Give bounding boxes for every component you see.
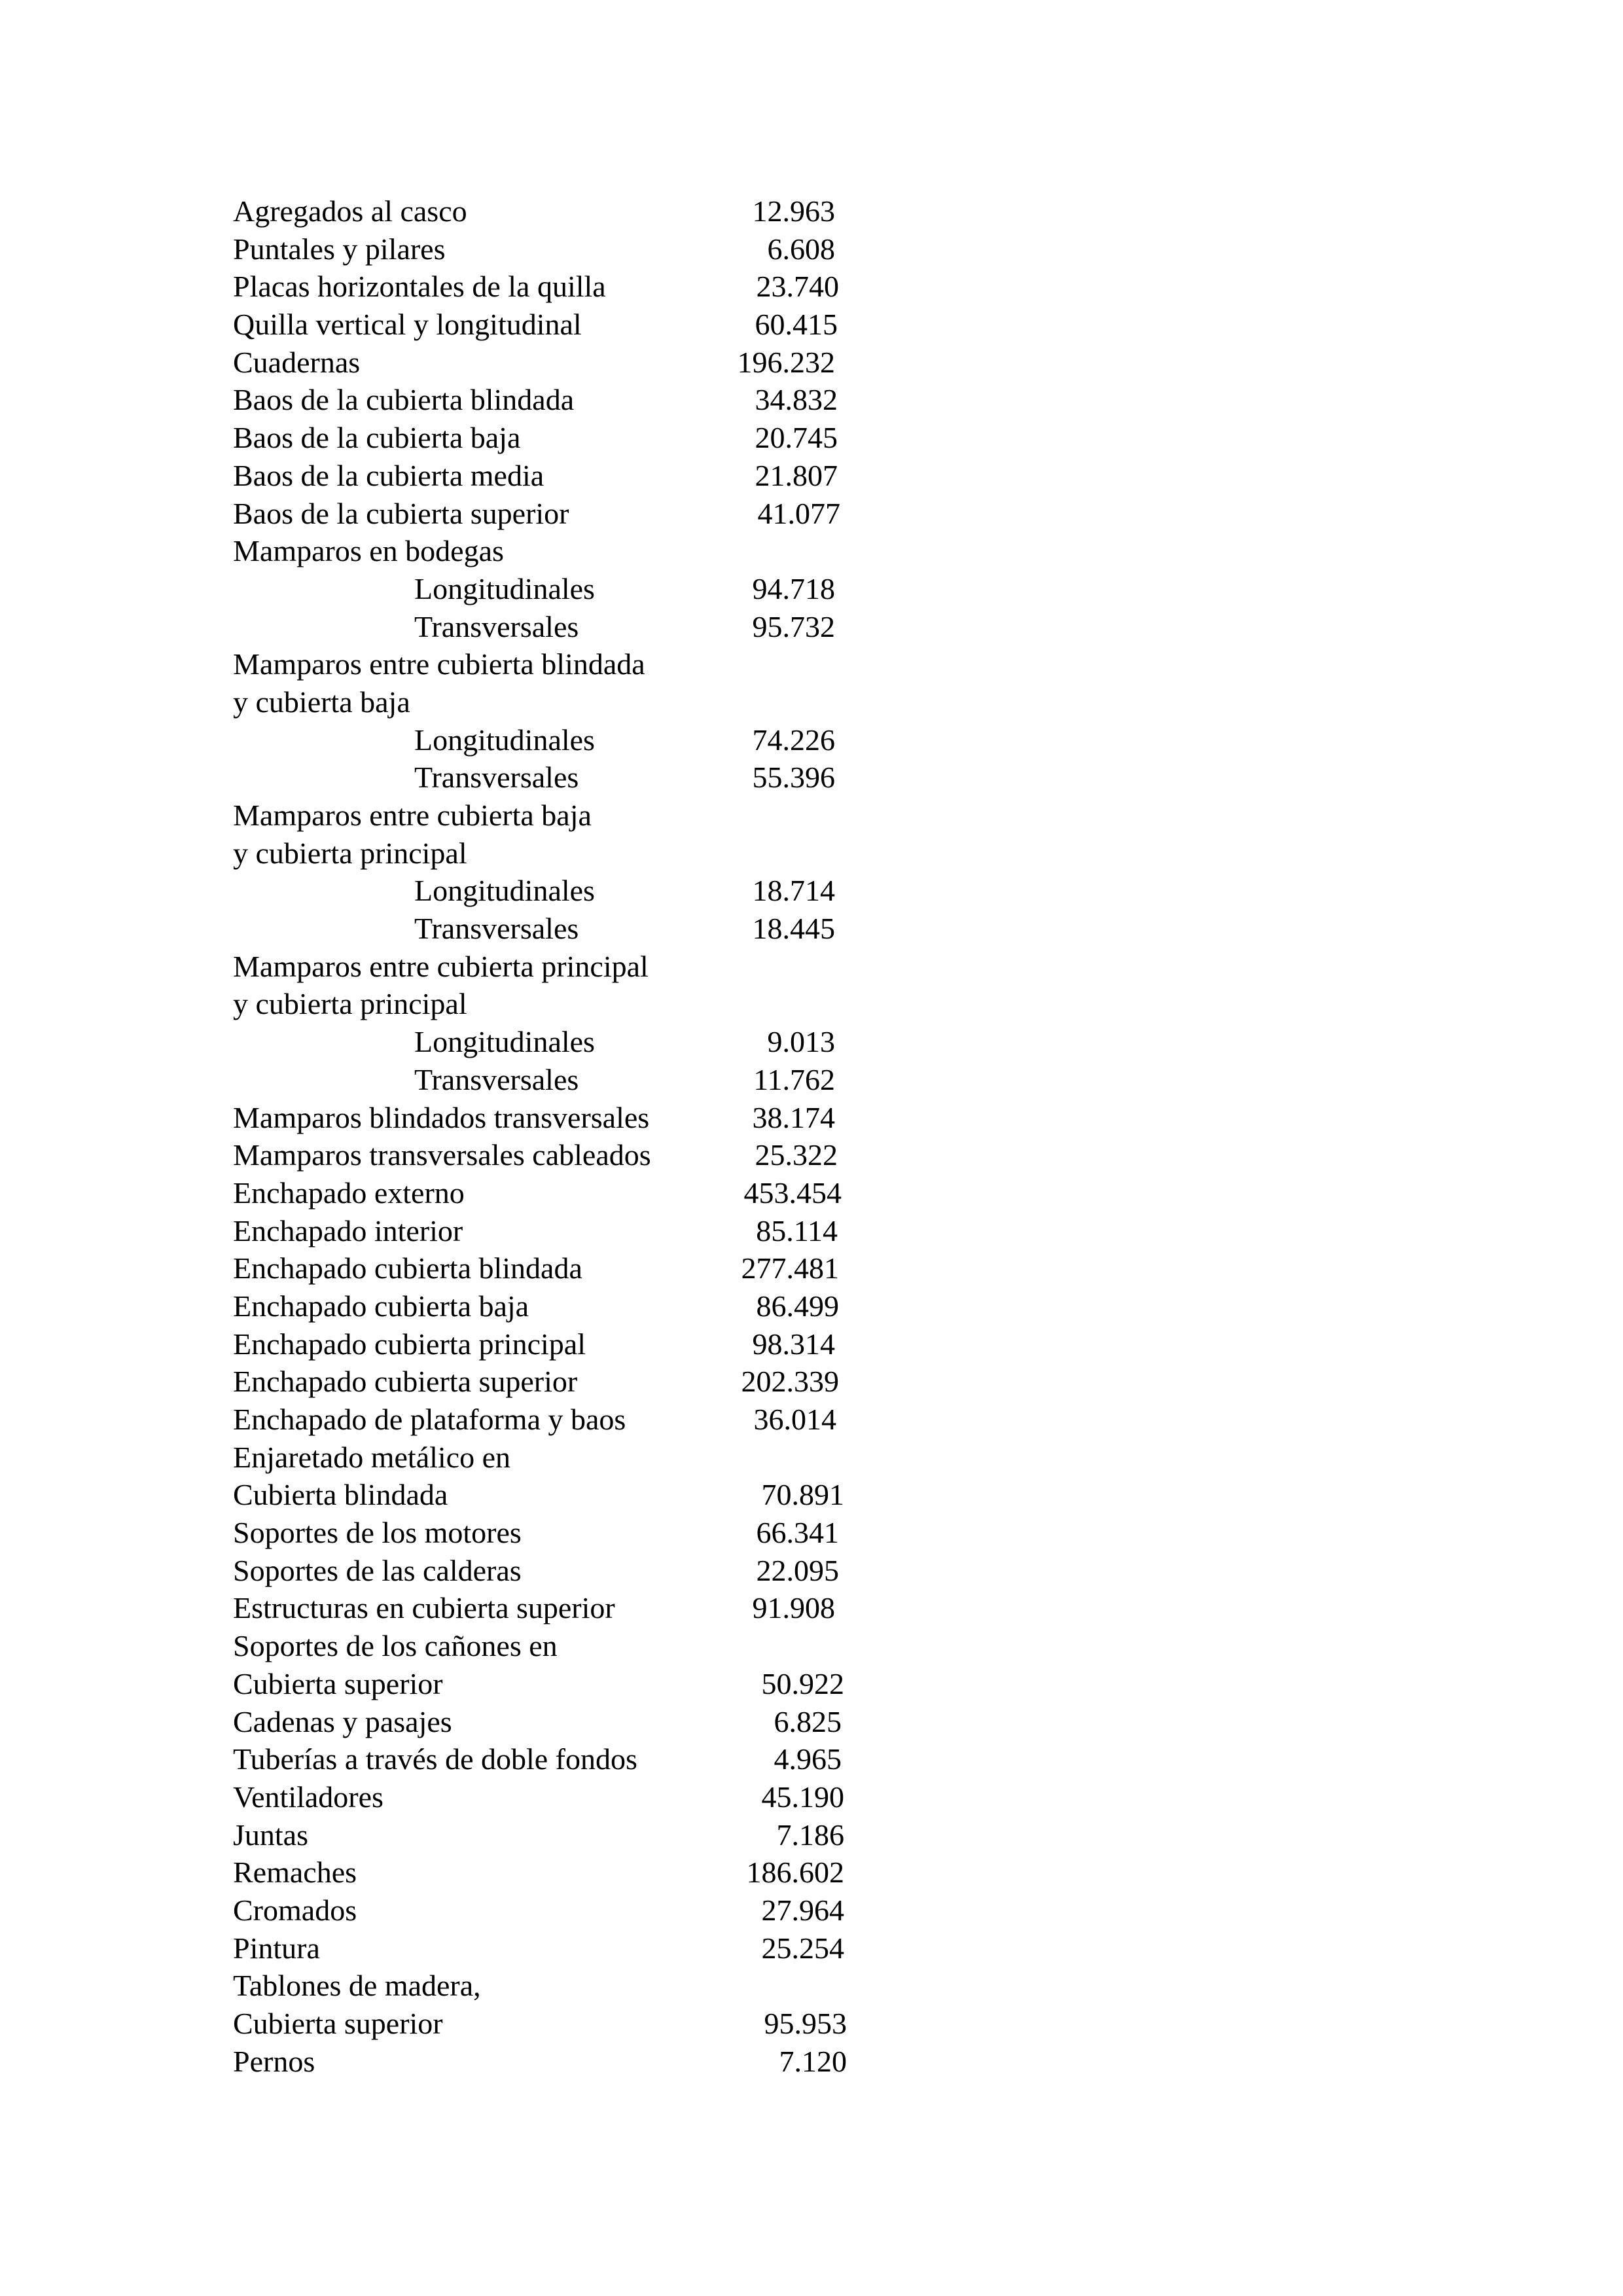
- list-item: [233, 457, 887, 495]
- list-item: [233, 1816, 887, 1854]
- list-item: [233, 1627, 887, 1665]
- item-value: 41.077: [757, 496, 840, 530]
- list-item: [233, 910, 887, 948]
- item-label: y cubierta principal: [233, 987, 467, 1021]
- item-label: Longitudinales: [414, 723, 595, 757]
- list-item: [233, 872, 887, 910]
- item-value: 12.963: [752, 194, 835, 228]
- list-item: [233, 532, 887, 570]
- item-value: 186.602: [746, 1856, 844, 1890]
- item-label: Cubierta blindada: [233, 1478, 448, 1512]
- item-label: Enchapado cubierta blindada: [233, 1251, 582, 1285]
- item-label: Soportes de los motores: [233, 1516, 522, 1550]
- list-item: [233, 1854, 887, 1892]
- item-value: 11.762: [753, 1062, 835, 1096]
- item-label: y cubierta baja: [233, 685, 410, 719]
- item-label: Cromados: [233, 1893, 357, 1927]
- list-item: [233, 1363, 887, 1401]
- item-label: Baos de la cubierta media: [233, 458, 544, 492]
- item-label: Mamparos entre cubierta baja: [233, 798, 592, 832]
- item-value: 22.095: [756, 1553, 839, 1587]
- list-item: [233, 1212, 887, 1250]
- item-value: 7.120: [779, 2044, 847, 2078]
- item-value: 50.922: [761, 1666, 844, 1700]
- item-label: Transversales: [414, 1062, 579, 1096]
- item-label: Enchapado de plataforma y baos: [233, 1403, 626, 1436]
- item-value: 86.499: [756, 1289, 839, 1323]
- item-label: Pernos: [233, 2044, 315, 2078]
- list-item: [233, 1892, 887, 1929]
- item-label: Cubierta superior: [233, 2007, 443, 2040]
- item-label: Cadenas y pasajes: [233, 1704, 452, 1738]
- item-label: Cuadernas: [233, 345, 361, 379]
- item-label: Quilla vertical y longitudinal: [233, 308, 582, 342]
- list-item: [233, 230, 887, 268]
- item-value: 34.832: [755, 383, 838, 417]
- item-value: 91.908: [752, 1591, 835, 1625]
- item-value: 70.891: [761, 1478, 844, 1512]
- item-value: 85.114: [756, 1213, 838, 1247]
- item-value: 25.254: [761, 1931, 844, 1965]
- item-label: Cubierta superior: [233, 1666, 443, 1700]
- weight-list: [233, 192, 887, 2080]
- item-value: 45.190: [761, 1780, 844, 1814]
- list-item: [233, 192, 887, 230]
- list-item: [233, 2043, 887, 2081]
- item-label: Placas horizontales de la quilla: [233, 270, 606, 304]
- item-label: Baos de la cubierta blindada: [233, 383, 575, 417]
- item-label: Mamparos transversales cableados: [233, 1138, 651, 1172]
- list-item: [233, 495, 887, 533]
- item-value: 98.314: [752, 1327, 835, 1361]
- item-label: Agregados al casco: [233, 194, 467, 228]
- item-label: Mamparos entre cubierta blindada: [233, 647, 645, 681]
- item-value: 7.186: [776, 1818, 844, 1852]
- list-item: [233, 1061, 887, 1099]
- item-label: Remaches: [233, 1856, 357, 1890]
- list-item: [233, 2005, 887, 2043]
- item-value: 196.232: [737, 345, 835, 379]
- list-item: [233, 1249, 887, 1287]
- list-item: [233, 1778, 887, 1816]
- list-item: [233, 306, 887, 344]
- item-label: Tablones de madera,: [233, 1969, 481, 2003]
- item-value: 20.745: [755, 421, 838, 455]
- item-label: Tuberías a través de doble fondos: [233, 1742, 637, 1776]
- item-value: 18.714: [752, 874, 835, 908]
- list-item: [233, 1401, 887, 1439]
- item-label: Longitudinales: [414, 571, 595, 605]
- item-value: 74.226: [752, 723, 835, 757]
- item-label: Transversales: [414, 609, 579, 643]
- item-value: 277.481: [741, 1251, 839, 1285]
- item-value: 60.415: [755, 308, 838, 342]
- item-value: 27.964: [761, 1893, 844, 1927]
- item-label: Enchapado cubierta baja: [233, 1289, 529, 1323]
- item-value: 18.445: [752, 912, 835, 946]
- item-label: Enjaretado metálico en: [233, 1440, 511, 1474]
- list-item: [233, 1514, 887, 1552]
- item-label: Enchapado cubierta principal: [233, 1327, 586, 1361]
- list-item: [233, 1099, 887, 1137]
- list-item: [233, 344, 887, 382]
- list-item: [233, 721, 887, 759]
- item-label: Enchapado interior: [233, 1213, 463, 1247]
- item-label: y cubierta principal: [233, 836, 467, 870]
- item-label: Puntales y pilares: [233, 232, 446, 266]
- list-item: [233, 1665, 887, 1703]
- item-value: 66.341: [756, 1516, 839, 1550]
- item-value: 9.013: [767, 1025, 835, 1059]
- item-value: 38.174: [752, 1100, 835, 1134]
- item-label: Enchapado externo: [233, 1175, 465, 1210]
- item-value: 453.454: [743, 1175, 842, 1210]
- item-label: Juntas: [233, 1818, 308, 1852]
- item-label: Mamparos entre cubierta principal: [233, 949, 649, 983]
- item-label: Mamparos blindados transversales: [233, 1100, 650, 1134]
- item-value: 36.014: [753, 1403, 836, 1436]
- list-item: [233, 834, 887, 872]
- list-item: [233, 1929, 887, 1967]
- item-value: 202.339: [741, 1365, 839, 1399]
- item-value: 6.608: [767, 232, 835, 266]
- list-item: [233, 797, 887, 834]
- item-value: 95.732: [752, 609, 835, 643]
- list-item: [233, 608, 887, 646]
- item-label: Estructuras en cubierta superior: [233, 1591, 615, 1625]
- list-item: [233, 268, 887, 306]
- list-item: [233, 1174, 887, 1212]
- item-value: 95.953: [764, 2007, 847, 2040]
- list-item: [233, 1023, 887, 1061]
- list-item: [233, 1589, 887, 1627]
- list-item: [233, 1136, 887, 1174]
- list-item: [233, 1439, 887, 1477]
- list-item: [233, 759, 887, 797]
- item-label: Mamparos en bodegas: [233, 534, 504, 568]
- item-label: Baos de la cubierta baja: [233, 421, 521, 455]
- item-label: Soportes de las calderas: [233, 1553, 522, 1587]
- item-value: 23.740: [756, 270, 839, 304]
- list-item: [233, 1287, 887, 1325]
- list-item: [233, 419, 887, 457]
- list-item: [233, 1476, 887, 1514]
- item-value: 25.322: [755, 1138, 838, 1172]
- list-item: [233, 1967, 887, 2005]
- item-label: Soportes de los cañones en: [233, 1629, 558, 1663]
- item-label: Longitudinales: [414, 874, 595, 908]
- item-value: 21.807: [755, 458, 838, 492]
- item-value: 94.718: [752, 571, 835, 605]
- item-label: Longitudinales: [414, 1025, 595, 1059]
- list-item: [233, 1325, 887, 1363]
- item-value: 55.396: [752, 761, 835, 795]
- item-label: Transversales: [414, 912, 579, 946]
- list-item: [233, 645, 887, 683]
- item-label: Baos de la cubierta superior: [233, 496, 569, 530]
- list-item: [233, 1552, 887, 1590]
- list-item: [233, 381, 887, 419]
- list-item: [233, 1740, 887, 1778]
- list-item: [233, 948, 887, 986]
- item-value: 4.965: [774, 1742, 842, 1776]
- list-item: [233, 985, 887, 1023]
- item-label: Ventiladores: [233, 1780, 383, 1814]
- item-label: Enchapado cubierta superior: [233, 1365, 578, 1399]
- item-label: Pintura: [233, 1931, 320, 1965]
- item-value: 6.825: [774, 1704, 842, 1738]
- item-label: Transversales: [414, 761, 579, 795]
- list-item: [233, 570, 887, 608]
- list-item: [233, 683, 887, 721]
- list-item: [233, 1703, 887, 1741]
